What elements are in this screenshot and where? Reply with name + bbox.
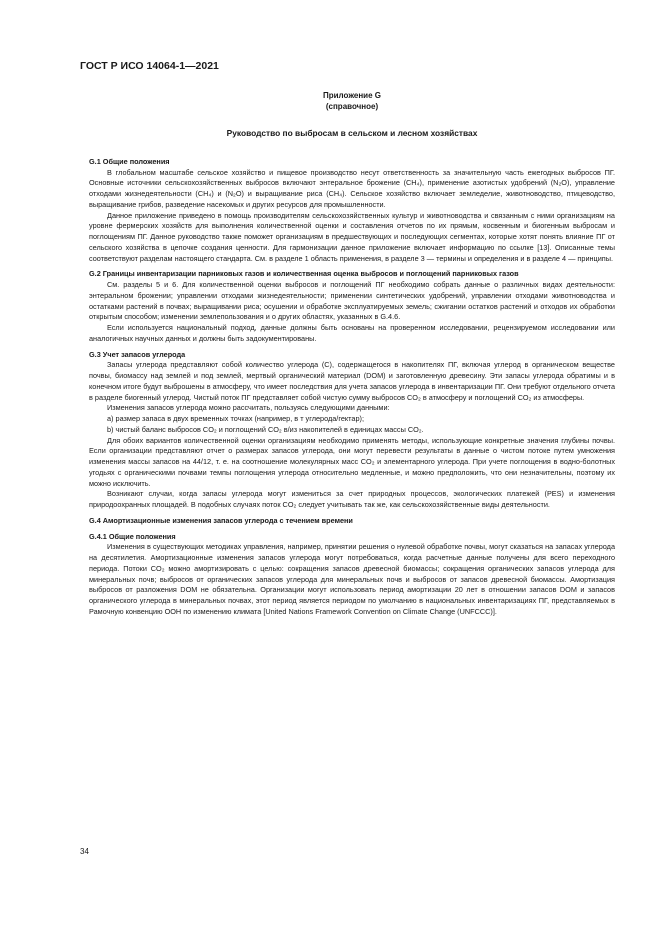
section-g3-paragraph-3: Для обоих вариантов количественной оценки организациям необходимо применять методы, использующие конкретные значения глубины почвы. Если организации представляют отчет о размерах запасов углерода, они могут перевести результаты в данные о чистом потоке путем умножения изменения массы запасов на 44/12, т. е. на соотношение молекулярных масс CO₂ и элементарного углерода. При учете поглощения в водно-болотных угодьях с органическими почвами темпы поглощения углерода относительно медленные, и можно предположить, что они незначительны, поэтому их можно исключить. (89, 435, 615, 488)
section-g2-paragraph-1: См. разделы 5 и 6. Для количественной оценки выбросов и поглощений ПГ необходимо собрать данные о различных видах деятельности: энтеральном брожении; управлении отходами жизнедеятельности; применении синтетических удобрений, управлении отходами животноводства и остатками растений в почвах; выращивании риса; осушении и обработке эксплуатируемых земель; сжигании остатков растений и отходов их обработки открытым способом; изменении землепользования и о других областях, указанных в G.4.6. (89, 280, 615, 322)
section-g3-paragraph-4: Возникают случаи, когда запасы углерода могут измениться за счет природных процессов, экологических платежей (PES) и изменения природоохранных площадей. В подобных случаях поток CO₂ следует учитывать так же, как сельскохозяйственные виды деятельности. (89, 489, 615, 509)
appendix-title: Руководство по выбросам в сельском и лесном хозяйствах (226, 128, 478, 138)
section-g3-paragraph-1: Запасы углерода представляют собой количество углерода (C), содержащегося в накопителях ПГ, включая углерод в органическом веществе почвы, биомассу над землей и под землей, мертвый органический материал (DOM) и заготовленную древесину. Эти запасы углерода обратимы и в конечном итоге будут выброшены в атмосферу, что имеет последствия для учета запасов углерода в инвентаризации ПГ. Они требуют отдельного отчета в разделе биогенный углерод. Чистый поток ПГ представляет собой чистую сумму выбросов CO₂ в атмосферу и поглощений CO₂ из атмосферы. (89, 360, 615, 402)
section-g3-heading: G.3 Учет запасов углерода (89, 349, 186, 359)
document-body (89, 90, 615, 618)
appendix-type: (справочное) (325, 102, 379, 111)
section-g2-heading: G.2 Границы инвентаризации парниковых газов и количественная оценка выбросов и поглощений парниковых газов (89, 269, 519, 279)
section-g3-paragraph-2: Изменения запасов углерода можно рассчитать, пользуясь следующими данными: (107, 403, 390, 413)
section-g4-heading: G.4 Амортизационные изменения запасов углерода с течением времени (89, 515, 353, 525)
section-g3-list-item-a: а) размер запаса в двух временных точках (например, в т углерода/гектар); (107, 414, 364, 423)
section-g1-paragraph-1: В глобальном масштабе сельское хозяйство и пищевое производство несут ответственность за значительную часть ежегодных выбросов ПГ. Основные источники сельскохозяйственных выбросов включают энтеральное брожение (CH₄), применение азотистых удобрений (N₂O), управление отходами жизнедеятельности (CH₄) и (N₂O) и выращивание риса (CH₄). Сельское хозяйство включает земледелие, животноводство, птицеводство, выращивание грибов, разведение насекомых и других ресурсов для промышленности. (89, 167, 615, 209)
page-number: 34 (80, 847, 89, 856)
section-g41-heading: G.4.1 Общие положения (89, 531, 176, 541)
section-g3-list-item-b: b) чистый баланс выбросов CO₂ и поглощений CO₂ в/из накопителей в единицах массы CO₂. (107, 424, 424, 434)
section-g1-paragraph-2: Данное приложение приведено в помощь производителям сельскохозяйственных культур и животноводства и связанным с ними организациям на уровне фермерских хозяйств для выполнения количественной оценки и составления отчетов по их прямым, косвенным и биогенным выбросам и поглощениям ПГ. Данное руководство также поможет организациям в предшествующих и последующих сегментах, которые хотят понять влияние ПГ от сельского хозяйства в цепочке создания ценности. Для гармонизации данное приложение включает информацию по ссылке [13]. Описанные темы соответствуют разделам настоящего стандарта. См. в разделе 1 область применения, в разделе 3 — термины и определения и в разделе 4 — принципы. (89, 210, 615, 263)
section-g2-paragraph-2: Если используется национальный подход, данные должны быть основаны на проверенном исследовании, рецензируемом исследовании или аналогичных научных данных и должны быть задокументированы. (89, 323, 615, 343)
section-g1-heading: G.1 Общие положения (89, 156, 170, 166)
section-g41-paragraph-1: Изменения в существующих методиках управления, например, принятии решения о нулевой обработке почвы, могут сказаться на запасах углерода на десятилетия. Амортизационные изменения запасов углерода могут потребоваться, когда расчетные данные получены для всего переходного периода. Потоки CO₂ можно амортизировать с целью: сокращения запасов древесной биомассы; сокращения органических запасов углерода для минеральных почв; выбросов от органических запасов углерода для минеральных почв и выбросов от запасов древесной биомассы. Амортизация выбросов от разложения DOM не обязательна. Организации могут использовать период амортизации 20 лет в отношении запасов DOM и запасов органического углерода в минеральных почвах, этот период является периодом по умолчанию в национальных инвентаризациях ПГ, представляемых в Рамочную конвенцию ООН по изменению климата [United Nations Framework Convention on Climate Change (UNFCCC)]. (89, 542, 615, 616)
appendix-label: Приложение G (323, 91, 381, 100)
standard-header: ГОСТ Р ИСО 14064-1—2021 (80, 60, 219, 72)
